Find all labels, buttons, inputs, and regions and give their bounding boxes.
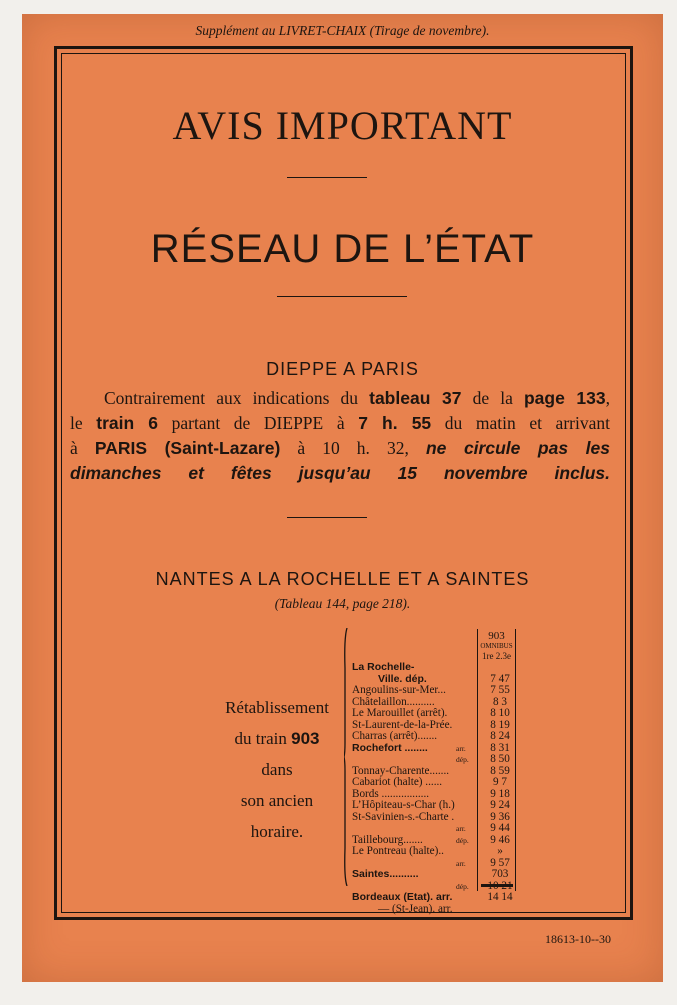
- departure-time: 9 7: [493, 776, 507, 788]
- header-note: Supplément au LIVRET-CHAIX (Tirage de novembre).: [195, 23, 490, 38]
- side-note-line: Rétablissement: [225, 698, 329, 717]
- departure-time: 7 55: [490, 684, 510, 696]
- notice-line: Contrairement aux indications du tableau 37 de la page 133,: [104, 388, 611, 408]
- station-name: Le Marouillet (arrêt).: [352, 707, 448, 719]
- station-name: St-Savinien-s.-Charte .: [352, 810, 455, 823]
- title-reseau-etat: RÉSEAU DE L’ÉTAT: [150, 227, 535, 271]
- station-name: Bords .................: [352, 787, 430, 800]
- arr-dep-mark: arr.: [456, 743, 466, 753]
- station-name: La Rochelle-: [352, 661, 415, 673]
- timetable-row: [352, 708, 512, 720]
- station-name: L’Hôpiteau-s-Char (h.): [352, 799, 455, 811]
- timetable-row: [352, 800, 512, 812]
- departure-time: 8 24: [490, 730, 510, 742]
- timetable-row: [352, 812, 512, 824]
- departure-time: 9 18: [490, 787, 510, 800]
- timetable-row: [352, 662, 512, 674]
- side-note-line: du train 903: [234, 729, 320, 748]
- timetable-row: [352, 685, 512, 697]
- section-dieppe-paris-title: DIEPPE A PARIS: [266, 359, 419, 379]
- departure-time: 9 44: [490, 822, 510, 834]
- departure-time: 8 50: [490, 753, 510, 765]
- column-header-line: OMNIBUS: [480, 642, 513, 650]
- arr-dep-mark: arr.: [456, 824, 466, 833]
- timetable-row: [352, 731, 512, 743]
- column-header-line: 1re 2.3e: [482, 651, 511, 661]
- notice-sheet: [22, 14, 663, 982]
- station-name: Charras (arrêt).......: [352, 730, 438, 742]
- section-nantes-saintes-title: NANTES A LA ROCHELLE ET A SAINTES: [155, 569, 530, 589]
- station-name: Tonnay-Charente.......: [352, 764, 450, 777]
- timetable-row: [352, 743, 512, 755]
- arr-dep-mark: dép.: [456, 881, 469, 891]
- station-name: Taillebourg.......: [352, 833, 423, 846]
- departure-time: 9 57: [490, 856, 510, 869]
- divider: [287, 517, 367, 518]
- departure-time: 9 36: [490, 810, 510, 823]
- dieppe-paris-notice: [70, 386, 610, 486]
- departure-time: 8 10: [490, 707, 510, 719]
- timetable: [352, 629, 512, 915]
- station-name: Saintes..........: [352, 868, 419, 880]
- departure-time: 9 24: [490, 799, 510, 811]
- timetable-row: [352, 777, 512, 789]
- timetable-row: [352, 846, 512, 858]
- notice-line: à PARIS (Saint-Lazare) à 10 h. 32, ne circule pas les: [70, 438, 610, 458]
- departure-time: 8 59: [490, 764, 510, 777]
- departure-time: 7 47: [490, 672, 510, 685]
- end-rule: [481, 884, 513, 887]
- section-nantes-saintes-reference: (Tableau 144, page 218).: [274, 596, 411, 611]
- station-name: Cabariot (halte) ......: [352, 776, 443, 788]
- notice-line: dimanches et fêtes jusqu’au 15 novembre inclus.: [70, 463, 610, 483]
- timetable-row: [352, 904, 512, 916]
- departure-time: 703: [491, 868, 509, 880]
- column-header-line: 903: [488, 630, 505, 642]
- arr-dep-mark: dép.: [456, 755, 469, 764]
- station-name: St-Laurent-de-la-Prée.: [352, 718, 453, 731]
- timetable-row: [352, 823, 512, 835]
- station-name: Angoulins-sur-Mer...: [352, 684, 446, 696]
- station-name: Rochefort ........: [352, 741, 428, 754]
- departure-time: »: [497, 845, 503, 857]
- station-name: Ville. dép.: [378, 672, 427, 685]
- divider: [277, 296, 407, 297]
- timetable-row: [352, 869, 512, 881]
- notice-line: le train 6 partant de DIEPPE à 7 h. 55 du matin et arrivant: [70, 413, 610, 433]
- departure-time: 14 14: [487, 891, 513, 903]
- side-note-line: son ancien: [240, 791, 314, 810]
- departure-time: 8 3: [493, 695, 507, 708]
- side-note-line: horaire.: [250, 822, 304, 841]
- arr-dep-mark: arr.: [456, 858, 466, 868]
- departure-time: 9 46: [490, 833, 510, 846]
- station-name: Bordeaux (Etat). arr.: [352, 891, 453, 903]
- station-name: — (St-Jean). arr.: [378, 902, 453, 915]
- arr-dep-mark: dép.: [456, 835, 469, 845]
- title-avis-important: AVIS IMPORTANT: [172, 103, 513, 148]
- print-code: 18613-10--30: [545, 932, 611, 946]
- timetable-row: [352, 892, 512, 904]
- brace: [344, 628, 348, 886]
- station-name: Le Pontreau (halte)..: [352, 845, 444, 857]
- timetable-row: [352, 754, 512, 766]
- departure-time: 8 31: [490, 741, 510, 754]
- side-note-line: dans: [261, 760, 293, 779]
- station-name: Châtelaillon..........: [352, 695, 435, 708]
- departure-time: 8 19: [490, 718, 510, 731]
- divider: [287, 177, 367, 178]
